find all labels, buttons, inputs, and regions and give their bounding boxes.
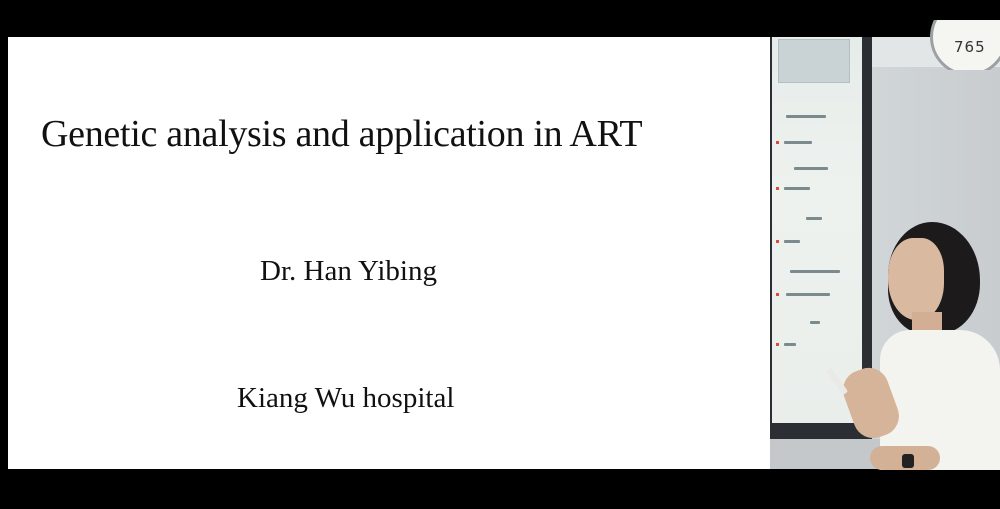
participant-line xyxy=(784,343,796,346)
participant-line xyxy=(784,141,812,144)
participant-line xyxy=(810,321,820,324)
participant-line xyxy=(784,187,810,190)
mic-muted-icon xyxy=(776,293,779,296)
clock-numbers: 765 xyxy=(954,38,986,56)
mic-muted-icon xyxy=(776,141,779,144)
participant-line xyxy=(784,240,800,243)
wristwatch xyxy=(902,454,914,468)
mic-muted-icon xyxy=(776,187,779,190)
mic-muted-icon xyxy=(776,343,779,346)
video-thumbnail xyxy=(778,39,850,83)
presenter xyxy=(830,220,1000,470)
slide-affiliation: Kiang Wu hospital xyxy=(237,382,455,414)
mic-muted-icon xyxy=(776,240,779,243)
participant-line xyxy=(786,293,830,296)
presentation-slide xyxy=(8,37,770,469)
participant-line xyxy=(794,167,828,170)
participant-line xyxy=(806,217,822,220)
slide-author: Dr. Han Yibing xyxy=(260,255,437,287)
wall-clock-icon xyxy=(928,20,1000,70)
participant-line xyxy=(786,115,826,118)
presenter-face xyxy=(888,238,944,320)
slide-title: Genetic analysis and application in ART xyxy=(41,113,643,155)
